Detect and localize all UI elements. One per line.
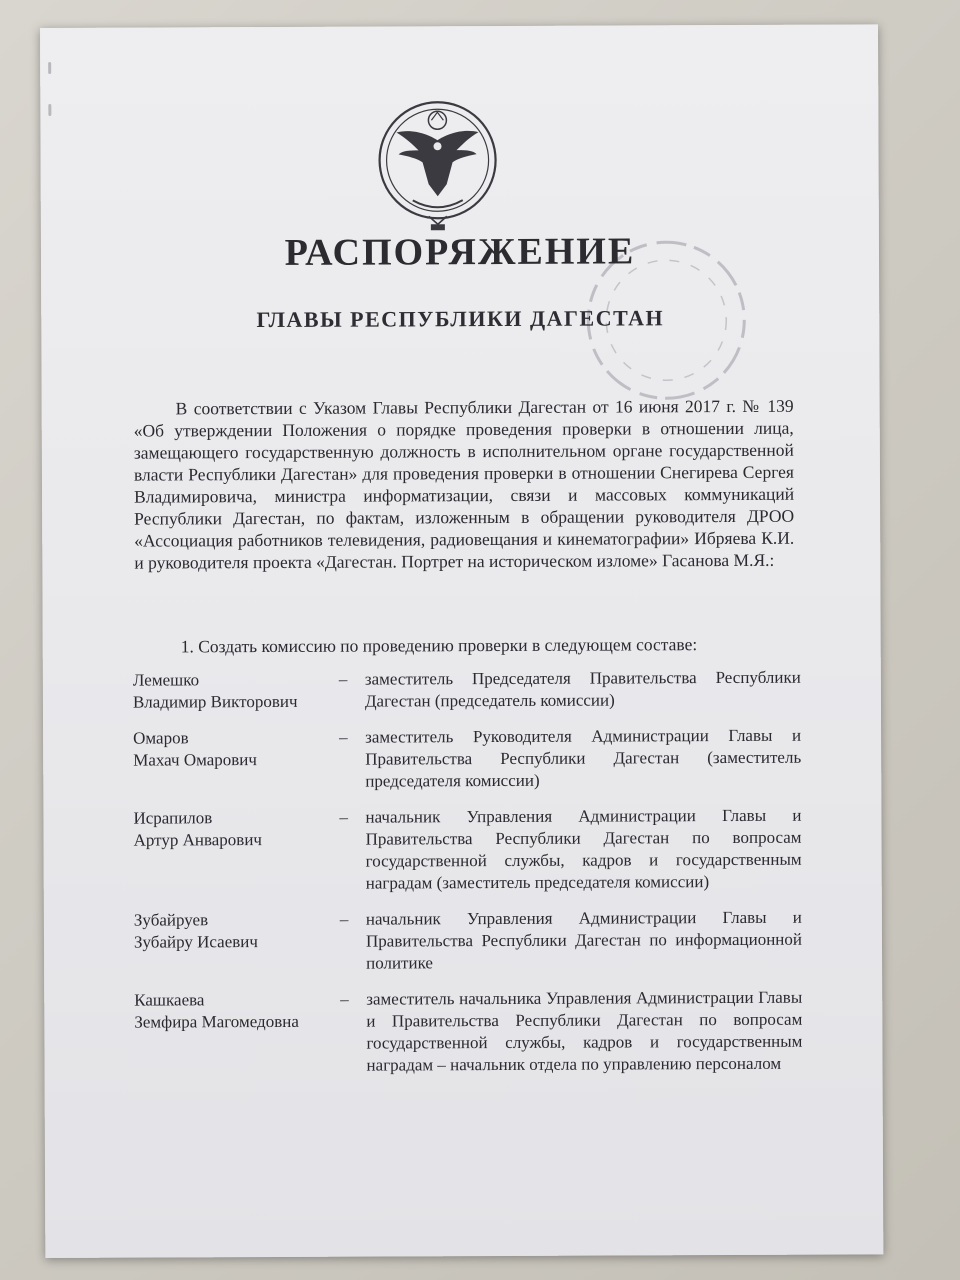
member-dash: – — [339, 727, 348, 747]
document-sheet — [40, 24, 883, 1258]
member-dash: – — [339, 807, 348, 827]
commission-member — [133, 725, 803, 794]
member-dash: – — [340, 989, 349, 1009]
member-role: заместитель Руководителя Администрации Главы и Правительства Республики Дагестан (заместитель председателя комиссии) — [365, 725, 802, 791]
document-subtitle: ГЛАВЫ РЕСПУБЛИКИ ДАГЕСТАН — [256, 305, 665, 333]
member-dash: – — [339, 909, 349, 929]
member-given-names: Артур Анварович — [133, 830, 262, 850]
member-dash: – — [338, 669, 348, 689]
member-surname: Исрапилов — [133, 808, 213, 828]
staple-holes-icon — [44, 60, 64, 120]
member-surname: Омаров — [133, 728, 189, 748]
item-1-text: 1. Создать комиссию по проведению проверки в следующем составе: — [180, 634, 698, 657]
commission-member — [134, 987, 804, 1078]
member-given-names: Зубайру Исаевич — [133, 932, 258, 952]
commission-member — [134, 907, 804, 976]
member-surname: Лемешко — [132, 670, 200, 690]
member-role: заместитель Председателя Правительства Республики Дагестан (председатель комиссии) — [364, 667, 801, 711]
dagestan-coat-of-arms-icon — [372, 88, 503, 239]
commission-members-list — [133, 667, 805, 1078]
member-surname: Зубайруев — [133, 910, 209, 930]
member-given-names: Махач Омарович — [133, 750, 257, 770]
member-role: начальник Управления Администрации Главы и Правительства Республики Дагестан по информационной политике — [365, 907, 803, 973]
member-surname: Кашкаева — [134, 990, 205, 1010]
member-role: заместитель начальника Управления Администрации Главы и Правительства Республики Дагестан по вопросам государственной службы, кадров и государственным наградам – начальник отдела по управлению персоналом — [366, 987, 803, 1075]
member-given-names: Земфира Магомедовна — [134, 1011, 299, 1032]
commission-member — [133, 805, 803, 896]
preamble-paragraph: В соответствии с Указом Главы Республики Дагестан от 16 июня 2017 г. № 139 «Об утверждении Положения о порядке проведения проверки в отношении лица, замещающего государственную должность в исполнительном органе государственной власти Республики Дагестан» для проведения проверки в отношении Снегирева Сергея Владимировича, министра информатизации, связи и массовых коммуникаций Республики Дагестан, по фактам, изложенным в обращении руководителя ДРОО «Ассоциация работников телевидения, радиовещания и кинематографии» Ибряева К.И. и руководителя проекта «Дагестан. Портрет на историческом изломе» Гасанова М.Я.: — [133, 395, 795, 573]
member-given-names: Владимир Викторович — [132, 691, 298, 712]
commission-member — [133, 667, 803, 714]
document-title: РАСПОРЯЖЕНИЕ — [284, 230, 636, 274]
member-role: начальник Управления Администрации Главы и Правительства Республики Дагестан по вопросам государственной службы, кадров и государственным наградам (заместитель председателя комиссии) — [365, 805, 802, 893]
